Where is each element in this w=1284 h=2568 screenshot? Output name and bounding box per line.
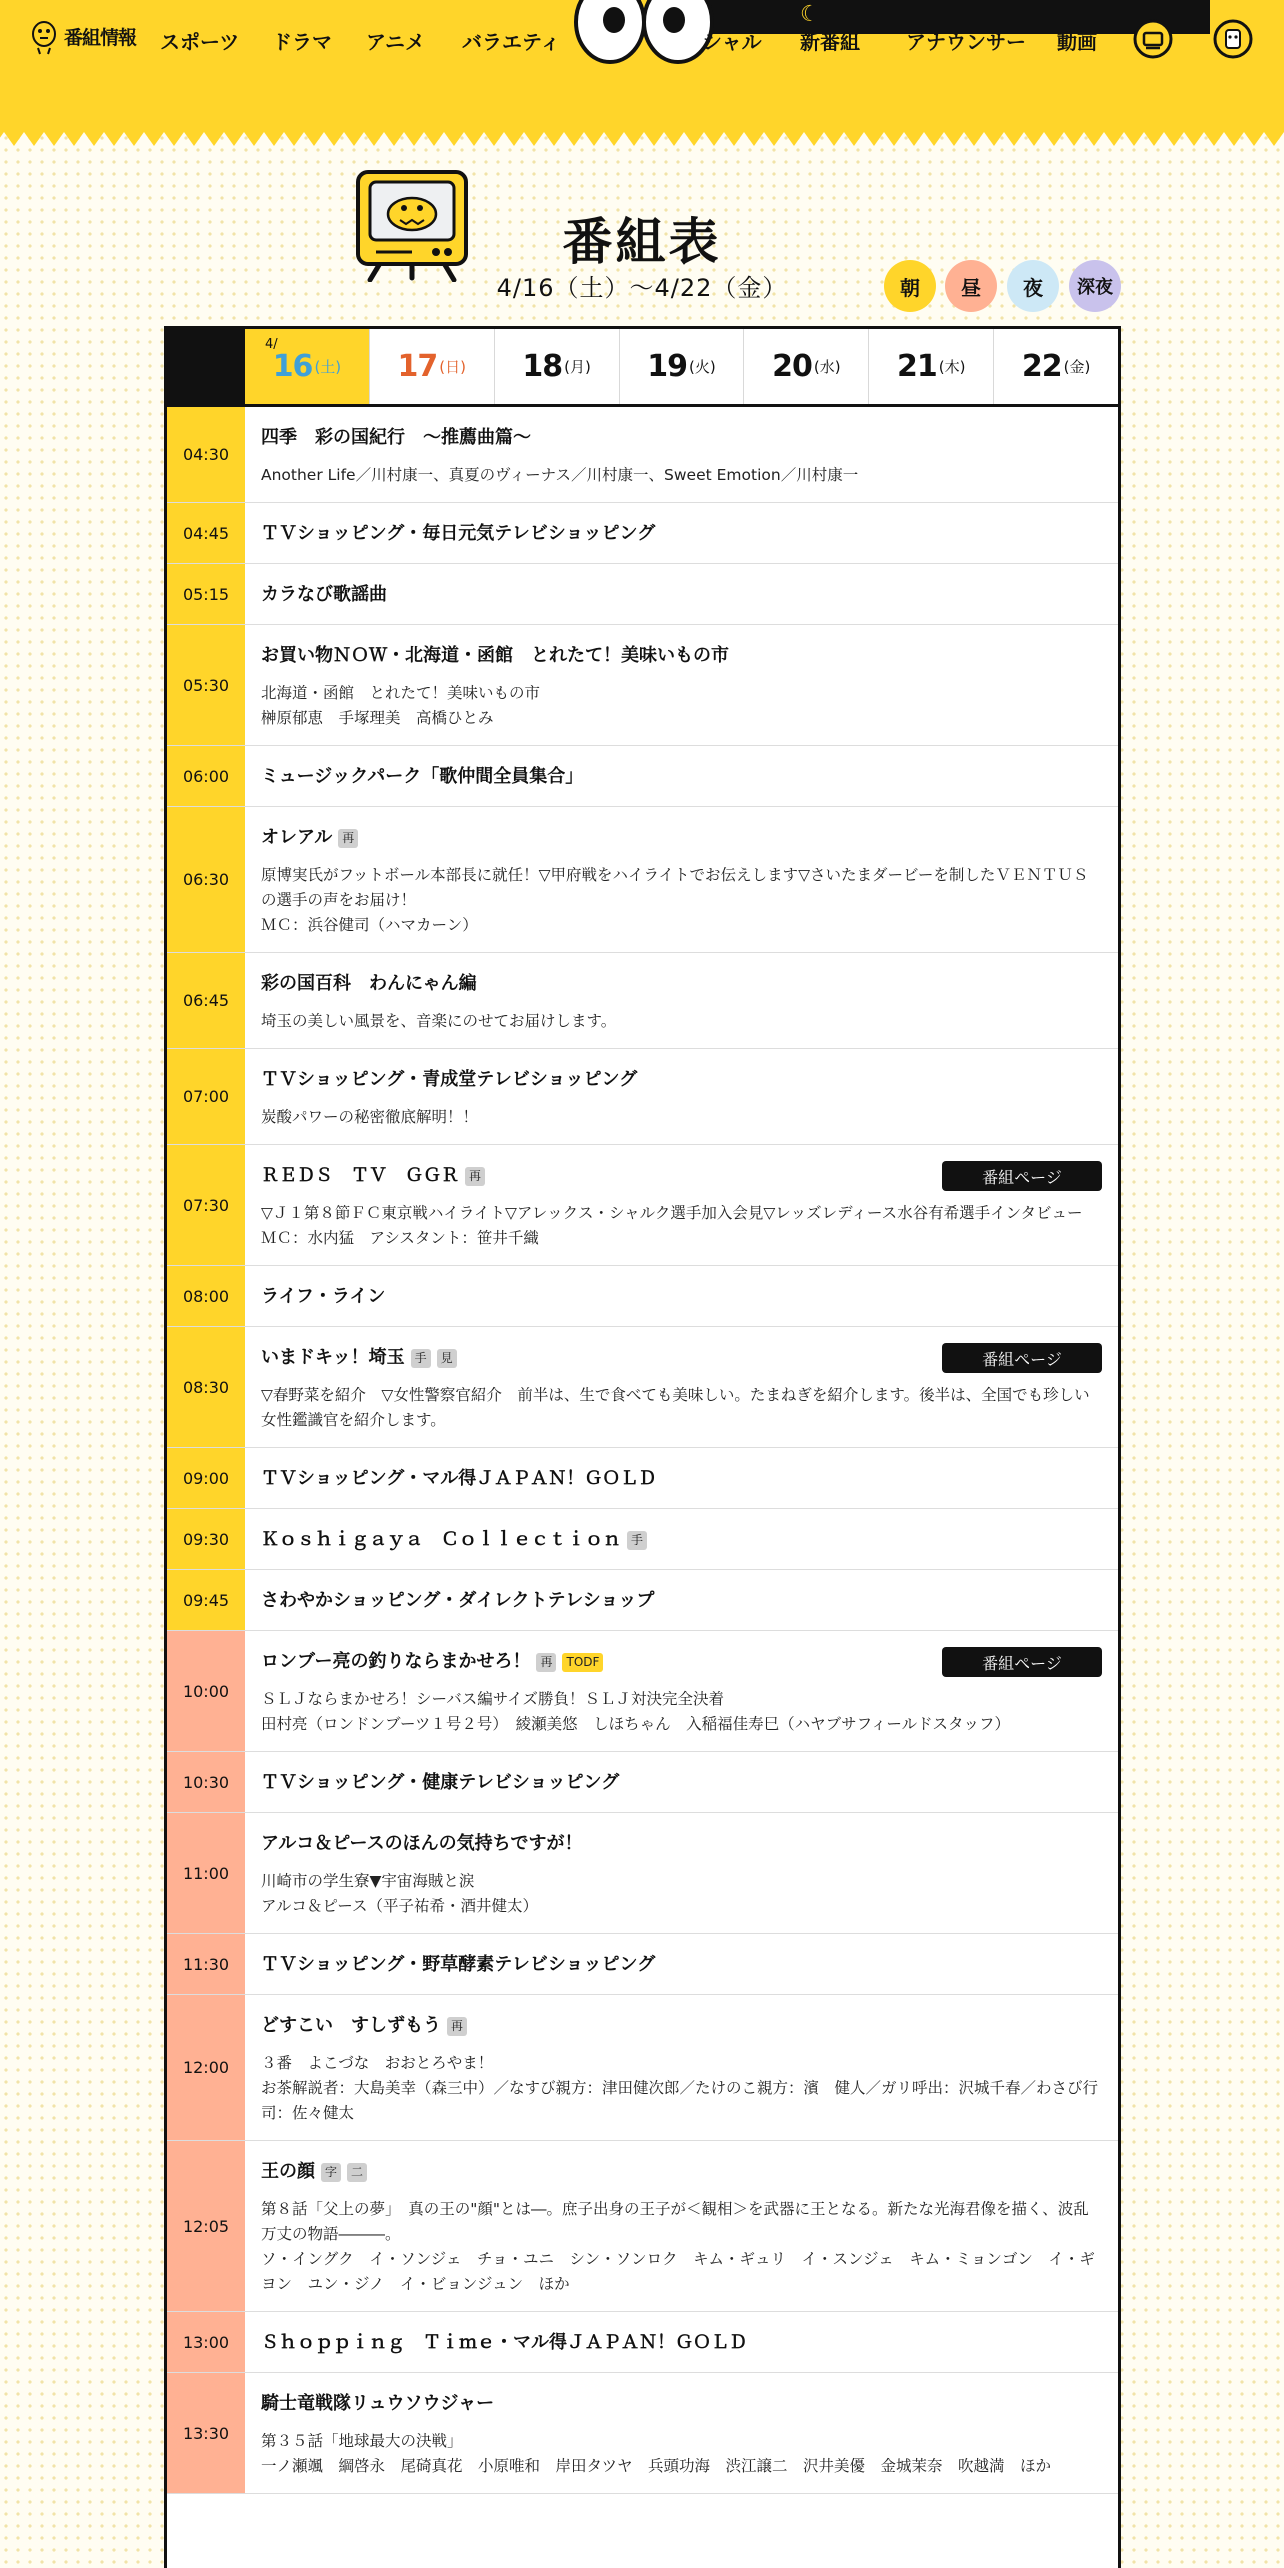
- date-weekday: (木): [938, 358, 966, 376]
- program-time: 05:30: [167, 625, 245, 745]
- program-row: [167, 746, 1118, 807]
- program-body: [245, 1448, 1118, 1508]
- program-description: [261, 1383, 1102, 1433]
- program-row: [167, 2141, 1118, 2312]
- program-title-text: ＴＶショッピング・青成堂テレビショッピング: [261, 1069, 638, 1090]
- tod-night-label: 夜: [1023, 275, 1043, 300]
- program-row: [167, 1934, 1118, 1995]
- program-title-text: ＲＥＤＳ ＴＶ ＧＧＲ: [261, 1165, 459, 1186]
- program-title-text: ライフ・ライン: [261, 1286, 386, 1307]
- date-day: 19: [647, 349, 688, 384]
- program-body: [245, 1934, 1118, 1994]
- program-description-line: お茶解説者：大島美幸（森三中）／なすび親方：津田健次郎／たけのこ親方：濱 健人／ガリ呼出：沢城千春／わさび行司：佐々健太: [261, 2079, 1099, 2122]
- program-description-line: ▽春野菜を紹介 ▽女性警察官紹介 前半は、生で食べても美味しい。たまねぎを紹介します。後半は、全国でも珍しい女性鑑識官を紹介します。: [261, 1386, 1090, 1429]
- program-body: [245, 807, 1118, 952]
- program-title[interactable]: [261, 969, 1102, 999]
- program-title-text: ＴＶショッピング・健康テレビショッピング: [261, 1772, 620, 1793]
- program-description: [261, 863, 1102, 938]
- program-row: [167, 953, 1118, 1049]
- program-title-text: いまドキッ！埼玉: [261, 1347, 405, 1368]
- schedule-table: [164, 326, 1121, 2568]
- program-description-line: ▽Ｊ１第８節ＦＣ東京戦ハイライト▽アレックス・シャルク選手加入会見▽レッズレディース水谷有希選手インタビュー: [261, 1204, 1083, 1222]
- program-title[interactable]: [261, 519, 1102, 549]
- program-body: [245, 564, 1118, 624]
- tod-late-night-label: 深夜: [1077, 277, 1113, 298]
- program-badge: 再: [447, 2017, 467, 2036]
- nav-new-programs[interactable]: 新番組: [800, 30, 860, 54]
- program-body: [245, 1570, 1118, 1630]
- program-title-text: オレアル: [261, 827, 333, 848]
- program-row: [167, 1752, 1118, 1813]
- program-description-line: 埼玉の美しい風景を、音楽にのせてお届けします。: [261, 1012, 617, 1030]
- program-title[interactable]: [261, 823, 1102, 853]
- program-badge: TODF: [562, 1653, 603, 1672]
- program-body: [245, 625, 1118, 745]
- program-badge: 再: [465, 1167, 485, 1186]
- program-time: 06:45: [167, 953, 245, 1048]
- date-day: 18: [522, 349, 563, 384]
- program-title-text: 四季 彩の国紀行 ～推薦曲篇～: [261, 427, 531, 448]
- program-row: [167, 1327, 1118, 1448]
- program-row: [167, 1570, 1118, 1631]
- program-time: 08:00: [167, 1266, 245, 1326]
- date-tab-21[interactable]: [868, 329, 993, 404]
- program-description-line: 第３５話「地球最大の決戦」: [261, 2432, 463, 2450]
- program-row: [167, 1509, 1118, 1570]
- program-title[interactable]: [261, 1282, 1102, 1312]
- program-title[interactable]: [261, 1950, 1102, 1980]
- program-body: [245, 1145, 1118, 1265]
- program-title-text: Ｋｏｓｈｉｇａｙａ Ｃｏｌｌｅｃｔｉｏｎ: [261, 1529, 621, 1550]
- program-badge: 見: [437, 1349, 457, 1368]
- program-badge: 二: [347, 2163, 367, 2182]
- date-weekday: (月): [564, 358, 591, 376]
- program-body: [245, 407, 1118, 502]
- date-weekday: (土): [314, 358, 342, 376]
- program-description: [261, 2429, 1102, 2479]
- program-badge: 再: [338, 829, 358, 848]
- date-tab-19[interactable]: [619, 329, 744, 404]
- tv-round-icon[interactable]: [1132, 18, 1174, 60]
- nav-special[interactable]: シャル: [702, 30, 762, 54]
- program-description-line: 川崎市の学生寮▼宇宙海賊と涙: [261, 1872, 475, 1890]
- tod-noon[interactable]: [945, 260, 997, 312]
- program-row: [167, 1995, 1118, 2141]
- date-day: 16: [272, 349, 313, 384]
- program-time: 10:00: [167, 1631, 245, 1751]
- program-page-button[interactable]: 番組ページ: [942, 1343, 1102, 1373]
- program-description: [261, 1869, 1102, 1919]
- program-body: [245, 953, 1118, 1048]
- program-row: [167, 407, 1118, 503]
- program-time: 04:30: [167, 407, 245, 502]
- date-tab-16[interactable]: [245, 329, 369, 404]
- date-day: 21: [896, 349, 937, 384]
- program-body: [245, 1813, 1118, 1933]
- program-row: [167, 1813, 1118, 1934]
- program-row: [167, 625, 1118, 746]
- program-row: [167, 1266, 1118, 1327]
- header-nav: [0, 0, 1284, 82]
- program-page-button[interactable]: 番組ページ: [942, 1647, 1102, 1677]
- mascot-round-icon[interactable]: [1212, 18, 1254, 60]
- tod-late-night[interactable]: [1069, 260, 1121, 312]
- date-corner: [167, 329, 245, 404]
- program-description: [261, 1687, 1102, 1737]
- program-description: [261, 2051, 1102, 2126]
- program-row: [167, 2373, 1118, 2494]
- program-description: [261, 2197, 1102, 2297]
- title-area: [0, 150, 1284, 320]
- program-title[interactable]: [261, 1829, 1102, 1859]
- program-time: 09:00: [167, 1448, 245, 1508]
- date-tab-20[interactable]: [743, 329, 868, 404]
- program-time: 07:00: [167, 1049, 245, 1144]
- program-time: 13:00: [167, 2312, 245, 2372]
- program-title[interactable]: [261, 423, 1102, 453]
- program-title[interactable]: [261, 2389, 1102, 2419]
- tod-noon-label: 昼: [961, 275, 981, 300]
- program-page-button[interactable]: 番組ページ: [942, 1161, 1102, 1191]
- program-title[interactable]: [261, 641, 1102, 671]
- program-time: 13:30: [167, 2373, 245, 2493]
- program-body: [245, 2312, 1118, 2372]
- program-time: 11:30: [167, 1934, 245, 1994]
- program-body: [245, 1752, 1118, 1812]
- date-day: 17: [397, 349, 438, 384]
- date-day: 20: [772, 349, 812, 384]
- nav-anime[interactable]: アニメ: [366, 30, 425, 54]
- program-title[interactable]: [261, 2328, 1102, 2358]
- program-description: [261, 1105, 1102, 1130]
- nav-sports[interactable]: スポーツ: [160, 30, 240, 54]
- date-weekday: (金): [1063, 358, 1091, 376]
- program-description-line: 炭酸パワーの秘密徹底解明！！: [261, 1108, 479, 1126]
- program-time: 09:45: [167, 1570, 245, 1630]
- program-title-text: アルコ＆ピースのほんの気持ちですが！: [261, 1833, 583, 1854]
- program-row: [167, 503, 1118, 564]
- site-header: [0, 0, 1284, 150]
- date-tab-18[interactable]: [494, 329, 619, 404]
- program-time: 12:05: [167, 2141, 245, 2311]
- program-description-line: 原博実氏がフットボール本部長に就任！▽甲府戦をハイライトでお伝えします▽さいたまダービーを制したＶＥＮＴＵＳの選手の声をお届け！: [261, 866, 1089, 909]
- date-weekday: (日): [439, 358, 467, 376]
- program-row: [167, 1631, 1118, 1752]
- date-weekday: (火): [689, 358, 716, 376]
- date-tab-22[interactable]: [993, 329, 1118, 404]
- program-description: [261, 463, 1102, 488]
- program-badge: 再: [536, 1653, 556, 1672]
- program-title[interactable]: [261, 762, 1102, 792]
- week-range: 4/16（土）〜4/22（金）: [496, 274, 788, 302]
- program-description-line: 北海道・函館 とれたて！美味いもの市: [261, 684, 541, 702]
- program-list: [167, 407, 1118, 2494]
- page-title: 番組表: [562, 213, 722, 271]
- program-time: 07:30: [167, 1145, 245, 1265]
- program-time: 06:30: [167, 807, 245, 952]
- program-title-text: ＴＶショッピング・毎日元気テレビショッピング: [261, 523, 656, 544]
- date-weekday: (水): [813, 358, 841, 376]
- program-title-text: 騎士竜戦隊リュウソウジャー: [261, 2393, 495, 2414]
- program-time: 12:00: [167, 1995, 245, 2140]
- program-description-line: ソ・イングク イ・ソンジェ チョ・ユニ シン・ソンロク キム・ギュリ イ・スンジェ キム・ミョンゴン イ・ギヨン ユン・ジノ イ・ビョンジュン ほか: [261, 2250, 1095, 2293]
- program-time: 04:45: [167, 503, 245, 563]
- tod-morning[interactable]: [884, 260, 936, 312]
- program-title-text: 彩の国百科 わんにゃん編: [261, 973, 477, 994]
- program-time: 09:30: [167, 1509, 245, 1569]
- program-title[interactable]: [261, 580, 1102, 610]
- program-title-text: カラなび歌謡曲: [261, 584, 387, 605]
- program-title[interactable]: [261, 1065, 1102, 1095]
- date-day: 22: [1021, 349, 1062, 384]
- program-title-text: ロンブー亮の釣りならまかせろ！: [261, 1651, 531, 1672]
- program-title[interactable]: [261, 1586, 1102, 1616]
- program-description-line: Another Life／川村康一、真夏のヴィーナス／川村康一、Sweet Emotion／川村康一: [261, 466, 859, 484]
- program-title[interactable]: [261, 1464, 1102, 1494]
- program-badge: 手: [411, 1349, 431, 1368]
- program-description-line: 第８話「父上の夢」 真の王の"顔"とは―。庶子出身の王子が＜観相＞を武器に王となる。新たな光海君像を描く、波乱万丈の物語―――。: [261, 2200, 1089, 2243]
- program-description-line: ３番 よこづな おおとろやま！: [261, 2054, 494, 2072]
- program-body: [245, 1631, 1118, 1751]
- moon-icon: ☾: [800, 2, 820, 27]
- program-body: [245, 2373, 1118, 2493]
- program-row: [167, 807, 1118, 953]
- program-title[interactable]: [261, 2157, 1102, 2187]
- program-time: 05:15: [167, 564, 245, 624]
- program-title-text: さわやかショッピング・ダイレクトテレショップ: [261, 1590, 655, 1611]
- program-title-text: どすこい すしずもう: [261, 2015, 441, 2036]
- program-badge: 字: [321, 2163, 341, 2182]
- program-title-text: お買い物ＮＯＷ・北海道・函館 とれたて！美味いもの市: [261, 645, 729, 666]
- program-body: [245, 1327, 1118, 1447]
- program-time: 06:00: [167, 746, 245, 806]
- program-body: [245, 503, 1118, 563]
- program-title-text: ミュージックパーク「歌仲間全員集合」: [261, 766, 584, 787]
- logo-text: 番組情報: [64, 26, 137, 49]
- nav-announcer[interactable]: アナウンサー: [906, 30, 1026, 54]
- nav-drama[interactable]: ドラマ: [272, 30, 332, 54]
- program-title-text: ＴＶショッピング・野草酵素テレビショッピング: [261, 1954, 656, 1975]
- program-title[interactable]: [261, 1525, 1102, 1555]
- program-description: [261, 681, 1102, 731]
- date-tabs: [167, 329, 1118, 407]
- program-description-line: 榊原郁恵 手塚理美 高橋ひとみ: [261, 709, 494, 727]
- program-description: [261, 1009, 1102, 1034]
- program-title-text: Ｓｈｏｐｐｉｎｇ Ｔｉｍｅ・マル得ＪＡＰＡＮ！ＧＯＬＤ: [261, 2332, 747, 2353]
- program-description-line: 田村亮（ロンドンブーツ１号２号） 綾瀬美悠 しほちゃん 入稲福佳寿巳（ハヤブサフィールドスタッフ）: [261, 1715, 1010, 1733]
- program-body: [245, 1995, 1118, 2140]
- program-row: [167, 1448, 1118, 1509]
- program-time: 10:30: [167, 1752, 245, 1812]
- program-row: [167, 564, 1118, 625]
- program-body: [245, 2141, 1118, 2311]
- program-body: [245, 1266, 1118, 1326]
- program-title[interactable]: [261, 2011, 1102, 2041]
- program-badge: 手: [627, 1531, 647, 1550]
- site-logo[interactable]: [28, 16, 136, 56]
- date-month: 4/: [265, 337, 278, 352]
- program-description-line: ＳＬＪならまかせろ！シーバス編サイズ勝負！ＳＬＪ対決完全決着: [261, 1690, 724, 1708]
- program-title-text: ＴＶショッピング・マル得ＪＡＰＡＮ！ＧＯＬＤ: [261, 1468, 657, 1489]
- program-description-line: 一ノ瀬颯 綱啓永 尾碕真花 小原唯和 岸田タツヤ 兵頭功海 渋江譲二 沢井美優 金城茉奈 吹越満 ほか: [261, 2457, 1052, 2475]
- nav-video[interactable]: 動画: [1057, 30, 1097, 54]
- program-description-line: アルコ＆ピース（平子祐希・酒井健太）: [261, 1897, 538, 1915]
- bird-logo-icon: [28, 16, 60, 56]
- program-row: [167, 2312, 1118, 2373]
- program-title[interactable]: [261, 1768, 1102, 1798]
- program-description-line: ＭＣ：浜谷健司（ハマカーン）: [261, 916, 478, 934]
- program-time: 11:00: [167, 1813, 245, 1933]
- program-time: 08:30: [167, 1327, 245, 1447]
- tod-morning-label: 朝: [900, 275, 920, 300]
- program-description-line: ＭＣ：水内猛 アシスタント：笹井千織: [261, 1229, 539, 1247]
- nav-variety[interactable]: バラエティ: [462, 30, 561, 54]
- program-row: [167, 1049, 1118, 1145]
- program-body: [245, 1509, 1118, 1569]
- program-title-text: 王の顔: [261, 2161, 315, 2182]
- program-description: [261, 1201, 1102, 1251]
- tod-night[interactable]: [1007, 260, 1059, 312]
- mascot-eyes-icon: [568, 0, 720, 64]
- program-row: [167, 1145, 1118, 1266]
- program-body: [245, 746, 1118, 806]
- program-body: [245, 1049, 1118, 1144]
- date-tab-17[interactable]: [369, 329, 494, 404]
